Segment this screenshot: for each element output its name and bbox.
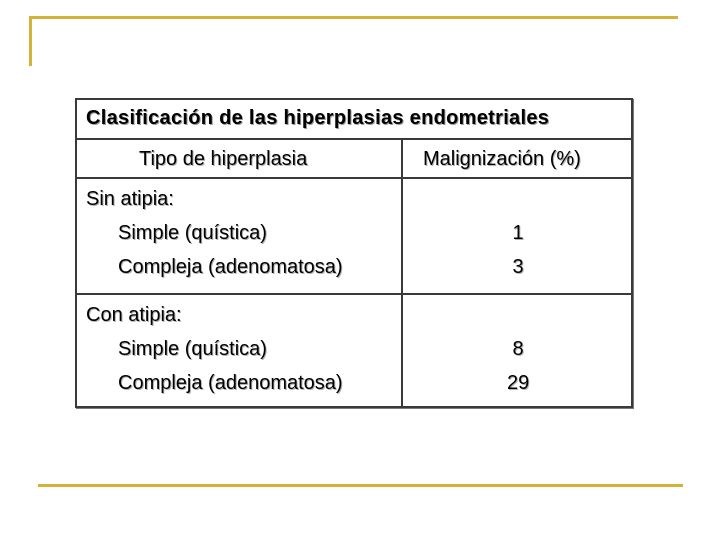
- decorative-bottom-line: [38, 484, 683, 487]
- classification-table: [75, 98, 633, 408]
- group-item-name: Simple (quística): [118, 338, 267, 360]
- group-item-value: 29: [507, 372, 530, 394]
- group-item-name: Compleja (adenomatosa): [118, 372, 343, 394]
- table-title: Clasificación de las hiperplasias endometriales: [86, 107, 550, 129]
- group-item-value: 1: [512, 222, 524, 244]
- group-item-value: 3: [512, 256, 524, 278]
- table-title-row: [77, 100, 631, 140]
- header-malignization: Malignización (%): [423, 148, 581, 170]
- table-header-row: [77, 140, 631, 179]
- decorative-left-line: [29, 16, 32, 66]
- group-label: Sin atipia:: [86, 188, 174, 210]
- table-group-con-atipia: [77, 295, 631, 406]
- decorative-top-line: [29, 16, 678, 19]
- group-item-value: 8: [512, 338, 524, 360]
- group-item-name: Compleja (adenomatosa): [118, 256, 343, 278]
- header-type: Tipo de hiperplasia: [139, 148, 308, 170]
- group-item-name: Simple (quística): [118, 222, 267, 244]
- table-group-sin-atipia: [77, 179, 631, 295]
- group-label: Con atipia:: [86, 304, 182, 326]
